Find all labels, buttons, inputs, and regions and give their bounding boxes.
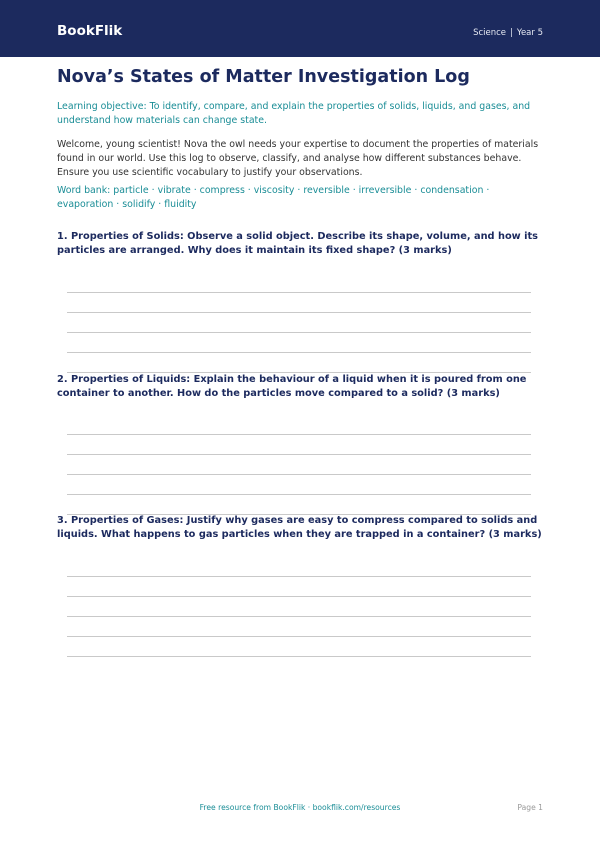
- answer-line[interactable]: [67, 454, 531, 455]
- answer-line[interactable]: [67, 292, 531, 293]
- page-title: Nova’s States of Matter Investigation Log: [57, 67, 470, 87]
- answer-line[interactable]: [67, 352, 531, 353]
- question-2: 2. Properties of Liquids: Explain the behaviour of a liquid when it is poured from one container to another. How do the particles move compared to a solid? (3 marks): [57, 374, 527, 399]
- subject-label: Science: [473, 28, 507, 38]
- answer-line[interactable]: [67, 434, 531, 435]
- answer-line[interactable]: [67, 312, 531, 313]
- answer-line[interactable]: [67, 474, 531, 475]
- header-bar: [0, 0, 600, 57]
- answer-line[interactable]: [67, 596, 531, 597]
- footer-resource-link[interactable]: Free resource from BookFlik · bookflik.com/resources: [199, 803, 401, 812]
- intro-paragraph: Welcome, young scientist! Nova the owl needs your expertise to document the properties of materials found in our world. Use this log to observe, classify, and analyse how different substances behave. Ensure you use scientific vocabulary to justify your observations.: [57, 139, 539, 178]
- subject-year-label: [473, 27, 543, 39]
- year-label: Year 5: [516, 28, 543, 38]
- meta-separator: |: [510, 28, 513, 38]
- brand-logo[interactable]: BookFlik: [57, 23, 123, 39]
- answer-line[interactable]: [67, 636, 531, 637]
- answer-line[interactable]: [67, 494, 531, 495]
- page-number: Page 1: [517, 803, 543, 812]
- learning-objective: Learning objective: To identify, compare, and explain the properties of solids, liquids, and gases, and understand how materials can change state.: [57, 101, 531, 126]
- word-bank: Word bank: particle · vibrate · compress · viscosity · reversible · irreversible · condensation · evaporation · solidify · fluidity: [57, 185, 490, 210]
- question-3: 3. Properties of Gases: Justify why gases are easy to compress compared to solids and liquids. What happens to gas particles when they are trapped in a container? (3 marks): [57, 515, 542, 540]
- answer-line[interactable]: [67, 332, 531, 333]
- answer-line[interactable]: [67, 576, 531, 577]
- answer-line[interactable]: [67, 616, 531, 617]
- answer-line[interactable]: [67, 656, 531, 657]
- question-1: 1. Properties of Solids: Observe a solid object. Describe its shape, volume, and how its particles are arranged. Why does it maintain its fixed shape? (3 marks): [57, 231, 539, 256]
